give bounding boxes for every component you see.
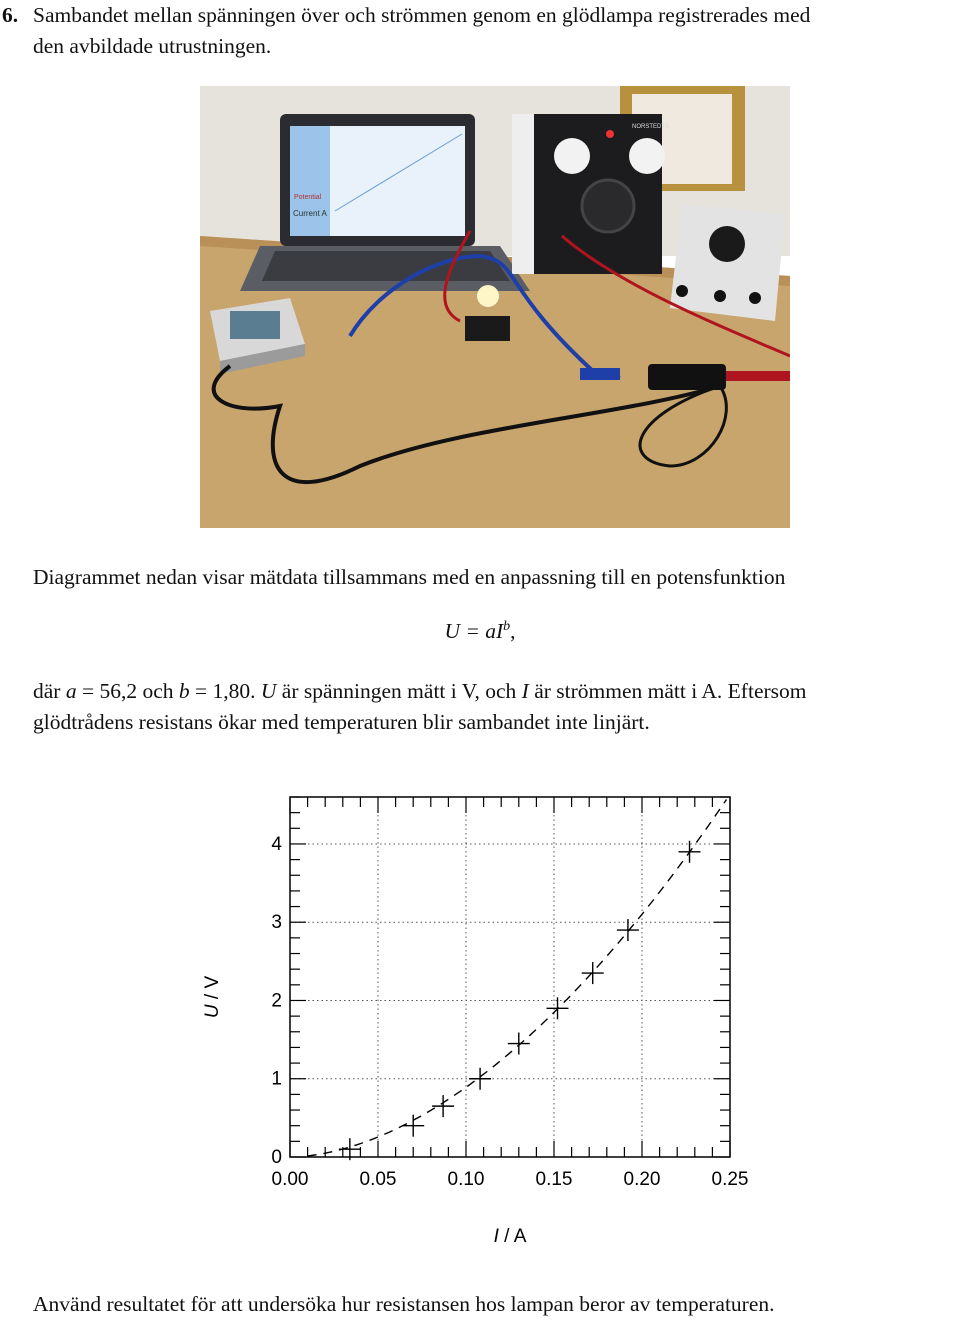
y-tick-label: 1	[271, 1068, 282, 1090]
fit-curve	[308, 800, 727, 1156]
chart-grid	[290, 797, 730, 1157]
x-tick-label: 0.10	[447, 1169, 485, 1190]
x-tick-label: 0.05	[359, 1169, 397, 1190]
x-tick-label: 0.15	[535, 1169, 573, 1190]
y-axis-label: U / V	[202, 975, 223, 1019]
brand-label: NORSTEDTS	[632, 124, 670, 130]
diagram-intro: Diagrammet nedan visar mätdata tillsammans med en anpassning till en potensfunktion	[33, 565, 786, 589]
u-text: är spänningen mätt i V, och	[276, 679, 522, 703]
x-tick-label: 0.00	[271, 1169, 309, 1190]
chart-frame	[290, 797, 730, 1157]
x-tick-label: 0.20	[623, 1169, 661, 1190]
data-point	[617, 919, 639, 941]
i-text: är strömmen mätt i A. Eftersom	[528, 679, 807, 703]
power-supply	[512, 114, 669, 274]
equation	[0, 619, 960, 644]
equation-exponent: b	[503, 619, 511, 634]
y-tick-labels	[271, 834, 282, 1168]
var-a: a	[65, 679, 77, 703]
var-i: I	[521, 679, 529, 703]
equation-base: U = aI	[444, 619, 504, 644]
data-point	[469, 1068, 491, 1090]
var-b: b	[178, 679, 190, 703]
equipment-photo	[200, 86, 790, 528]
data-point	[582, 962, 604, 984]
y-tick-label: 2	[271, 990, 282, 1012]
screen-potential-label: Potential	[294, 194, 322, 201]
chart-ticks	[290, 797, 730, 1157]
screen-current-label: Current A	[293, 209, 327, 218]
var-u: U	[260, 679, 277, 703]
explanation-line: glödtrådens resistans ökar med temperaturen blir sambandet inte linjärt.	[33, 710, 650, 734]
x-tick-label: 0.25	[711, 1169, 749, 1190]
question-number: 6.	[2, 3, 19, 27]
x-axis-label: I / A	[493, 1226, 527, 1247]
intro-line-2: den avbildade utrustningen.	[33, 34, 272, 58]
params-line	[33, 676, 960, 707]
x-tick-labels	[272, 1169, 749, 1190]
variac	[670, 204, 785, 321]
closing-text: Använd resultatet för att undersöka hur resistansen hos lampan beror av temperaturen.	[33, 1292, 775, 1316]
equation-tail: ,	[510, 619, 516, 644]
y-tick-label: 3	[271, 912, 282, 934]
intro-line-1: Sambandet mellan spänningen över och strömmen genom en glödlampa registrerades med	[33, 3, 811, 27]
data-point	[432, 1095, 454, 1117]
u-i-chart	[180, 780, 780, 1260]
params-prefix: där	[33, 679, 66, 703]
a-value: = 56,2 och	[76, 679, 179, 703]
question-intro	[2, 0, 960, 31]
y-tick-label: 4	[271, 833, 282, 855]
b-value: = 1,80.	[189, 679, 261, 703]
y-tick-label: 0	[271, 1147, 282, 1168]
data-point	[402, 1115, 424, 1137]
